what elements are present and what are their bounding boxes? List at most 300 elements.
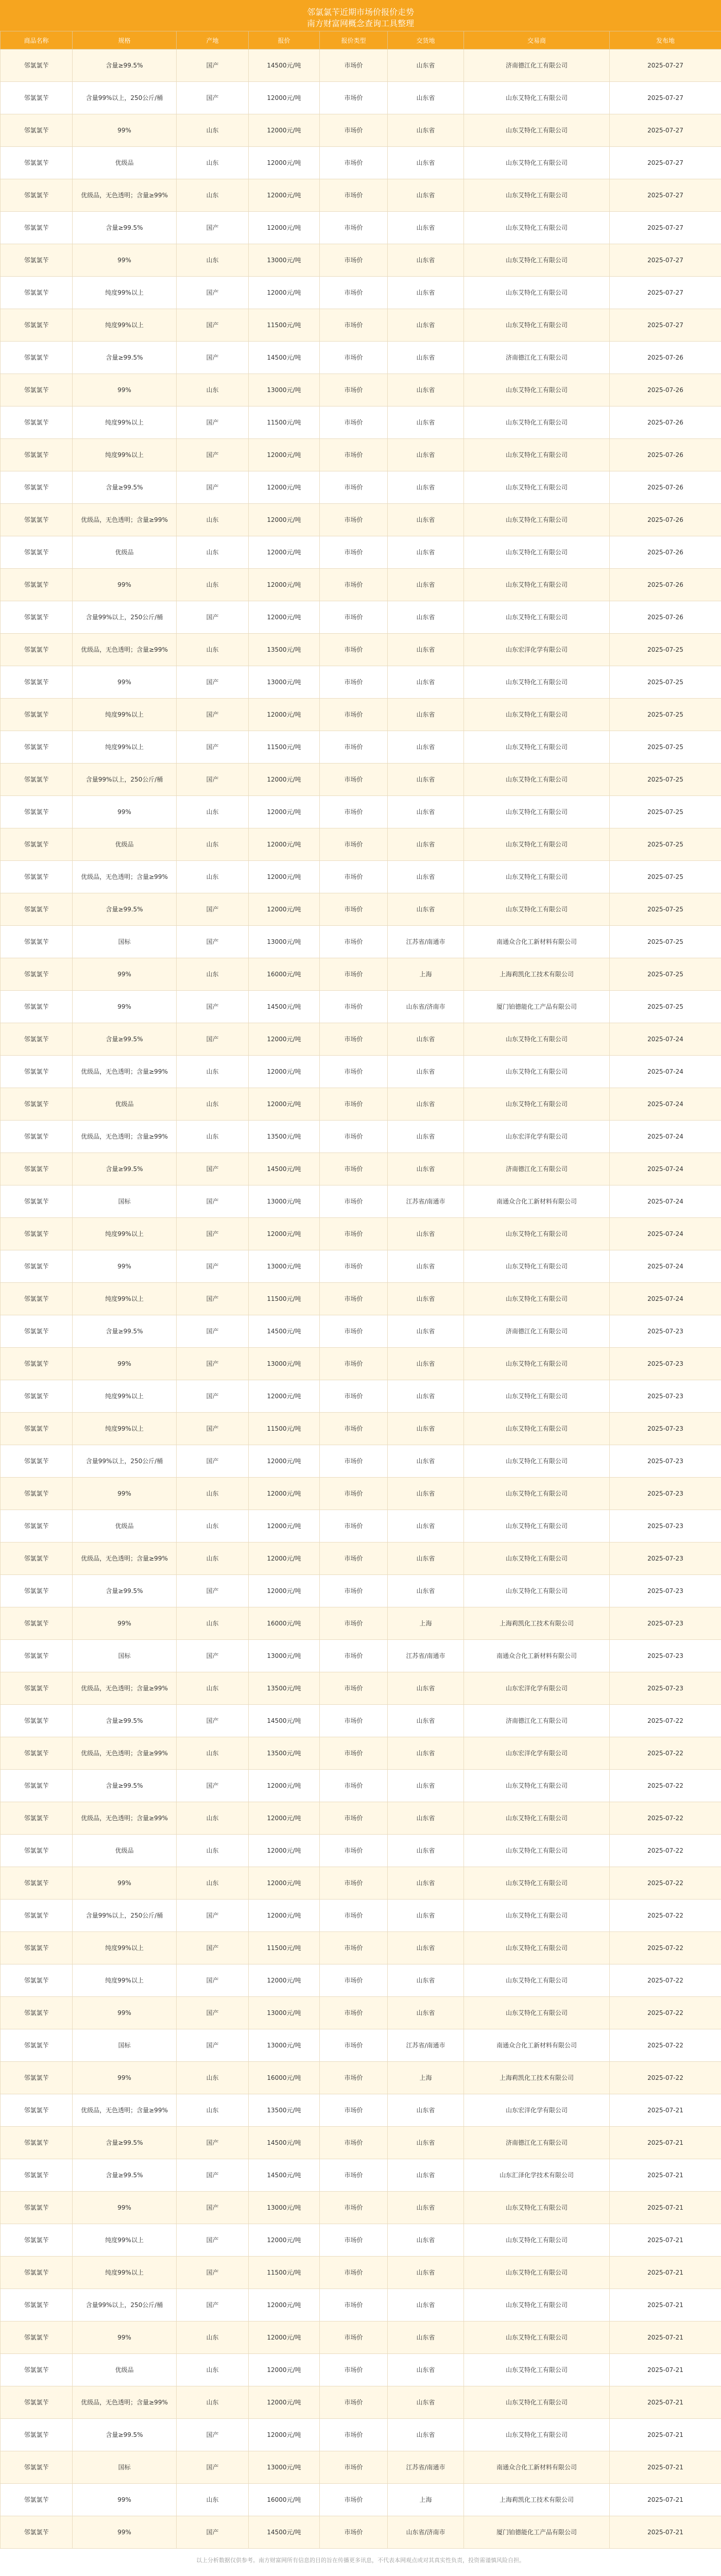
cell-spec: 含量99%以上，250公斤/桶 [73, 764, 177, 796]
table-row [1, 1867, 721, 1900]
cell-origin: 山东 [177, 1607, 249, 1640]
table-row [1, 1153, 721, 1185]
cell-trader: 山东宏洋化学有限公司 [464, 1737, 610, 1770]
cell-price: 16000元/吨 [249, 2484, 320, 2516]
cell-product: 邻氯氯苄 [1, 1250, 73, 1283]
cell-origin: 山东 [177, 1802, 249, 1835]
table-row [1, 1543, 721, 1575]
cell-spec: 99% [73, 2484, 177, 2516]
col-header: 发布地 [610, 31, 721, 49]
cell-price: 11500元/吨 [249, 406, 320, 439]
cell-price: 12000元/吨 [249, 2224, 320, 2257]
cell-price-type: 市场价 [320, 634, 388, 666]
cell-delivery: 山东省 [388, 699, 464, 731]
cell-origin: 国产 [177, 1445, 249, 1478]
cell-price-type: 市场价 [320, 1964, 388, 1997]
cell-date: 2025-07-25 [610, 893, 721, 926]
cell-origin: 国产 [177, 1705, 249, 1737]
cell-spec: 99% [73, 114, 177, 147]
cell-delivery: 山东省 [388, 1770, 464, 1802]
cell-delivery: 山东省 [388, 1348, 464, 1380]
cell-delivery: 山东省 [388, 114, 464, 147]
cell-trader: 山东艾特化工有限公司 [464, 1478, 610, 1510]
cell-trader: 上海莉凯化工技术有限公司 [464, 2484, 610, 2516]
cell-delivery: 山东省 [388, 536, 464, 569]
cell-spec: 99% [73, 569, 177, 601]
table-row [1, 406, 721, 439]
cell-date: 2025-07-24 [610, 1088, 721, 1121]
cell-spec: 纯度99%以上 [73, 699, 177, 731]
cell-trader: 济南德江化工有限公司 [464, 2127, 610, 2159]
cell-spec: 含量99%以上，250公斤/桶 [73, 1900, 177, 1932]
cell-date: 2025-07-23 [610, 1510, 721, 1543]
cell-price-type: 市场价 [320, 2354, 388, 2386]
cell-trader: 山东艾特化工有限公司 [464, 1445, 610, 1478]
cell-spec: 99% [73, 958, 177, 991]
cell-price: 13000元/吨 [249, 1348, 320, 1380]
cell-price-type: 市场价 [320, 1218, 388, 1250]
cell-delivery: 山东省 [388, 2094, 464, 2127]
cell-date: 2025-07-27 [610, 114, 721, 147]
col-header: 交易商 [464, 31, 610, 49]
table-row [1, 731, 721, 764]
cell-delivery: 山东省 [388, 1413, 464, 1445]
cell-date: 2025-07-22 [610, 1867, 721, 1900]
cell-trader: 山东艾特化工有限公司 [464, 731, 610, 764]
cell-price-type: 市场价 [320, 277, 388, 309]
cell-spec: 国标 [73, 926, 177, 958]
cell-price: 13500元/吨 [249, 634, 320, 666]
cell-product: 邻氯氯苄 [1, 764, 73, 796]
table-row [1, 569, 721, 601]
cell-product: 邻氯氯苄 [1, 2386, 73, 2419]
cell-price: 12000元/吨 [249, 1380, 320, 1413]
table-row [1, 1705, 721, 1737]
cell-origin: 山东 [177, 536, 249, 569]
cell-price: 13000元/吨 [249, 1250, 320, 1283]
cell-price-type: 市场价 [320, 1185, 388, 1218]
cell-product: 邻氯氯苄 [1, 1056, 73, 1088]
cell-price-type: 市场价 [320, 309, 388, 342]
cell-origin: 国产 [177, 2192, 249, 2224]
cell-origin: 国产 [177, 1413, 249, 1445]
col-header: 报价类型 [320, 31, 388, 49]
cell-product: 邻氯氯苄 [1, 1510, 73, 1543]
cell-price: 14500元/吨 [249, 342, 320, 374]
cell-trader: 山东艾特化工有限公司 [464, 114, 610, 147]
cell-price: 11500元/吨 [249, 2257, 320, 2289]
cell-spec: 优级品，无色透明；含量≥99% [73, 1737, 177, 1770]
col-header: 报价 [249, 31, 320, 49]
cell-product: 邻氯氯苄 [1, 2484, 73, 2516]
table-row [1, 1088, 721, 1121]
cell-origin: 山东 [177, 1121, 249, 1153]
cell-price: 12000元/吨 [249, 471, 320, 504]
cell-spec: 99% [73, 2192, 177, 2224]
cell-spec: 纯度99%以上 [73, 2224, 177, 2257]
cell-delivery: 山东省 [388, 1543, 464, 1575]
cell-delivery: 山东省 [388, 147, 464, 179]
cell-origin: 国产 [177, 406, 249, 439]
cell-origin: 山东 [177, 1543, 249, 1575]
cell-price-type: 市场价 [320, 1705, 388, 1737]
cell-date: 2025-07-21 [610, 2289, 721, 2321]
cell-product: 邻氯氯苄 [1, 2127, 73, 2159]
cell-price: 12000元/吨 [249, 699, 320, 731]
cell-product: 邻氯氯苄 [1, 2257, 73, 2289]
cell-delivery: 山东省 [388, 2127, 464, 2159]
cell-price-type: 市场价 [320, 699, 388, 731]
cell-origin: 国产 [177, 1153, 249, 1185]
cell-origin: 国产 [177, 926, 249, 958]
cell-date: 2025-07-27 [610, 82, 721, 114]
table-row [1, 1218, 721, 1250]
cell-origin: 国产 [177, 1964, 249, 1997]
cell-spec: 99% [73, 2062, 177, 2094]
cell-product: 邻氯氯苄 [1, 1900, 73, 1932]
cell-price: 12000元/吨 [249, 82, 320, 114]
cell-delivery: 山东省 [388, 1153, 464, 1185]
cell-product: 邻氯氯苄 [1, 1672, 73, 1705]
table-row [1, 764, 721, 796]
cell-price-type: 市场价 [320, 1478, 388, 1510]
cell-product: 邻氯氯苄 [1, 1023, 73, 1056]
cell-price: 14500元/吨 [249, 1705, 320, 1737]
cell-delivery: 上海 [388, 958, 464, 991]
cell-spec: 纯度99%以上 [73, 309, 177, 342]
cell-origin: 国产 [177, 2224, 249, 2257]
cell-trader: 山东艾特化工有限公司 [464, 406, 610, 439]
cell-origin: 山东 [177, 1510, 249, 1543]
cell-trader: 山东艾特化工有限公司 [464, 1867, 610, 1900]
cell-spec: 99% [73, 374, 177, 406]
cell-product: 邻氯氯苄 [1, 1964, 73, 1997]
cell-date: 2025-07-25 [610, 699, 721, 731]
cell-delivery: 山东省 [388, 569, 464, 601]
cell-product: 邻氯氯苄 [1, 796, 73, 828]
cell-date: 2025-07-27 [610, 277, 721, 309]
cell-product: 邻氯氯苄 [1, 893, 73, 926]
cell-price: 12000元/吨 [249, 828, 320, 861]
cell-date: 2025-07-23 [610, 1575, 721, 1607]
cell-price: 14500元/吨 [249, 2516, 320, 2549]
table-row [1, 1900, 721, 1932]
cell-delivery: 山东省 [388, 1056, 464, 1088]
table-row [1, 309, 721, 342]
cell-spec: 99% [73, 1997, 177, 2029]
cell-origin: 山东 [177, 2484, 249, 2516]
cell-price-type: 市场价 [320, 1900, 388, 1932]
cell-date: 2025-07-26 [610, 406, 721, 439]
cell-date: 2025-07-23 [610, 1478, 721, 1510]
cell-product: 邻氯氯苄 [1, 634, 73, 666]
cell-spec: 国标 [73, 2451, 177, 2484]
cell-price-type: 市场价 [320, 1543, 388, 1575]
cell-date: 2025-07-22 [610, 2062, 721, 2094]
cell-product: 邻氯氯苄 [1, 699, 73, 731]
cell-trader: 山东艾特化工有限公司 [464, 471, 610, 504]
cell-delivery: 山东省 [388, 666, 464, 699]
cell-origin: 山东 [177, 1672, 249, 1705]
cell-price-type: 市场价 [320, 1088, 388, 1121]
cell-date: 2025-07-21 [610, 2127, 721, 2159]
cell-price-type: 市场价 [320, 1445, 388, 1478]
cell-spec: 优级品，无色透明；含量≥99% [73, 1121, 177, 1153]
cell-origin: 国产 [177, 1250, 249, 1283]
cell-spec: 含量≥99.5% [73, 471, 177, 504]
cell-price-type: 市场价 [320, 666, 388, 699]
cell-product: 邻氯氯苄 [1, 1185, 73, 1218]
table-row [1, 2321, 721, 2354]
cell-date: 2025-07-24 [610, 1023, 721, 1056]
cell-price-type: 市场价 [320, 2484, 388, 2516]
cell-delivery: 山东省 [388, 1737, 464, 1770]
table-row [1, 1121, 721, 1153]
cell-date: 2025-07-21 [610, 2451, 721, 2484]
cell-price-type: 市场价 [320, 731, 388, 764]
cell-origin: 国产 [177, 1900, 249, 1932]
table-row [1, 2257, 721, 2289]
table-row [1, 1315, 721, 1348]
cell-price: 13000元/吨 [249, 1185, 320, 1218]
cell-origin: 山东 [177, 244, 249, 277]
cell-product: 邻氯氯苄 [1, 179, 73, 212]
cell-origin: 国产 [177, 1283, 249, 1315]
table-row [1, 1672, 721, 1705]
cell-trader: 济南德江化工有限公司 [464, 342, 610, 374]
cell-trader: 山东艾特化工有限公司 [464, 569, 610, 601]
table-row [1, 699, 721, 731]
cell-origin: 山东 [177, 1867, 249, 1900]
cell-date: 2025-07-24 [610, 1153, 721, 1185]
cell-trader: 南通众合化工新材料有限公司 [464, 1185, 610, 1218]
cell-delivery: 山东省 [388, 1088, 464, 1121]
cell-date: 2025-07-23 [610, 1543, 721, 1575]
cell-delivery: 山东省/济南市 [388, 991, 464, 1023]
cell-trader: 山东艾特化工有限公司 [464, 1900, 610, 1932]
cell-price: 13000元/吨 [249, 244, 320, 277]
cell-price: 12000元/吨 [249, 147, 320, 179]
cell-trader: 山东艾特化工有限公司 [464, 1575, 610, 1607]
cell-spec: 99% [73, 2516, 177, 2549]
cell-price-type: 市场价 [320, 2094, 388, 2127]
cell-spec: 含量≥99.5% [73, 212, 177, 244]
cell-price-type: 市场价 [320, 601, 388, 634]
table-row [1, 374, 721, 406]
cell-product: 邻氯氯苄 [1, 244, 73, 277]
cell-trader: 山东艾特化工有限公司 [464, 1413, 610, 1445]
page-header [0, 0, 721, 31]
cell-price: 12000元/吨 [249, 1575, 320, 1607]
cell-price: 13000元/吨 [249, 1640, 320, 1672]
cell-delivery: 山东省 [388, 1802, 464, 1835]
cell-spec: 纯度99%以上 [73, 1380, 177, 1413]
cell-product: 邻氯氯苄 [1, 2516, 73, 2549]
cell-origin: 山东 [177, 374, 249, 406]
cell-trader: 山东艾特化工有限公司 [464, 1964, 610, 1997]
cell-delivery: 江苏省/南通市 [388, 1185, 464, 1218]
cell-product: 邻氯氯苄 [1, 406, 73, 439]
cell-price-type: 市场价 [320, 1056, 388, 1088]
table-row [1, 958, 721, 991]
cell-delivery: 山东省 [388, 1964, 464, 1997]
cell-origin: 山东 [177, 2062, 249, 2094]
cell-origin: 国产 [177, 2516, 249, 2549]
cell-price: 11500元/吨 [249, 731, 320, 764]
cell-origin: 国产 [177, 1575, 249, 1607]
cell-origin: 国产 [177, 1997, 249, 2029]
cell-spec: 优级品，无色透明；含量≥99% [73, 1802, 177, 1835]
cell-spec: 99% [73, 1478, 177, 1510]
cell-delivery: 山东省 [388, 601, 464, 634]
cell-delivery: 上海 [388, 2484, 464, 2516]
cell-trader: 山东艾特化工有限公司 [464, 277, 610, 309]
cell-delivery: 山东省 [388, 2257, 464, 2289]
cell-trader: 山东艾特化工有限公司 [464, 699, 610, 731]
cell-price-type: 市场价 [320, 893, 388, 926]
cell-delivery: 山东省 [388, 1835, 464, 1867]
cell-product: 邻氯氯苄 [1, 1997, 73, 2029]
table-row [1, 2386, 721, 2419]
cell-date: 2025-07-23 [610, 1413, 721, 1445]
table-row [1, 861, 721, 893]
cell-product: 邻氯氯苄 [1, 374, 73, 406]
cell-product: 邻氯氯苄 [1, 1088, 73, 1121]
cell-trader: 山东艾特化工有限公司 [464, 1835, 610, 1867]
cell-trader: 山东艾特化工有限公司 [464, 1510, 610, 1543]
table-row [1, 471, 721, 504]
cell-delivery: 山东省 [388, 828, 464, 861]
cell-trader: 山东艾特化工有限公司 [464, 536, 610, 569]
cell-date: 2025-07-23 [610, 1672, 721, 1705]
footer-note: 以上分析数据仅供参考。南方财富网所有信息的目的旨在传播更多讯息，不代表本网观点或对其真实性负责，投资需谨慎风险自担。 [196, 2557, 525, 2564]
cell-origin: 山东 [177, 634, 249, 666]
cell-product: 邻氯氯苄 [1, 1607, 73, 1640]
price-table [0, 31, 721, 2549]
cell-trader: 山东艾特化工有限公司 [464, 1283, 610, 1315]
cell-price: 13000元/吨 [249, 2192, 320, 2224]
cell-trader: 山东艾特化工有限公司 [464, 1770, 610, 1802]
cell-origin: 山东 [177, 828, 249, 861]
table-row [1, 2192, 721, 2224]
cell-product: 邻氯氯苄 [1, 471, 73, 504]
cell-trader: 山东艾特化工有限公司 [464, 1348, 610, 1380]
table-row [1, 2419, 721, 2451]
cell-price: 11500元/吨 [249, 1413, 320, 1445]
cell-spec: 纯度99%以上 [73, 406, 177, 439]
col-header: 商品名称 [1, 31, 73, 49]
col-header: 规格 [73, 31, 177, 49]
table-row [1, 893, 721, 926]
cell-product: 邻氯氯苄 [1, 1575, 73, 1607]
cell-trader: 山东艾特化工有限公司 [464, 2419, 610, 2451]
cell-origin: 国产 [177, 439, 249, 471]
cell-product: 邻氯氯苄 [1, 1640, 73, 1672]
cell-product: 邻氯氯苄 [1, 1380, 73, 1413]
cell-product: 邻氯氯苄 [1, 601, 73, 634]
table-row [1, 2062, 721, 2094]
cell-product: 邻氯氯苄 [1, 49, 73, 82]
table-row [1, 1770, 721, 1802]
cell-price-type: 市场价 [320, 2321, 388, 2354]
cell-trader: 上海莉凯化工技术有限公司 [464, 958, 610, 991]
cell-trader: 南通众合化工新材料有限公司 [464, 2451, 610, 2484]
cell-origin: 山东 [177, 2386, 249, 2419]
col-header: 产地 [177, 31, 249, 49]
cell-price-type: 市场价 [320, 471, 388, 504]
cell-date: 2025-07-27 [610, 179, 721, 212]
cell-date: 2025-07-25 [610, 764, 721, 796]
cell-product: 邻氯氯苄 [1, 147, 73, 179]
cell-origin: 国产 [177, 212, 249, 244]
cell-trader: 山东宏洋化学有限公司 [464, 634, 610, 666]
cell-trader: 山东艾特化工有限公司 [464, 2354, 610, 2386]
table-row [1, 2451, 721, 2484]
cell-date: 2025-07-21 [610, 2484, 721, 2516]
cell-product: 邻氯氯苄 [1, 926, 73, 958]
table-row [1, 2484, 721, 2516]
cell-price: 14500元/吨 [249, 2159, 320, 2192]
cell-price-type: 市场价 [320, 1023, 388, 1056]
cell-origin: 国产 [177, 2159, 249, 2192]
cell-spec: 含量≥99.5% [73, 1705, 177, 1737]
cell-trader: 南通众合化工新材料有限公司 [464, 2029, 610, 2062]
cell-date: 2025-07-22 [610, 1705, 721, 1737]
cell-delivery: 江苏省/南通市 [388, 2029, 464, 2062]
cell-price: 14500元/吨 [249, 991, 320, 1023]
cell-price: 12000元/吨 [249, 1802, 320, 1835]
cell-trader: 山东艾特化工有限公司 [464, 374, 610, 406]
table-row [1, 277, 721, 309]
cell-price-type: 市场价 [320, 1250, 388, 1283]
cell-price-type: 市场价 [320, 1737, 388, 1770]
cell-date: 2025-07-24 [610, 1283, 721, 1315]
cell-price: 12000元/吨 [249, 1023, 320, 1056]
cell-price: 12000元/吨 [249, 1218, 320, 1250]
cell-date: 2025-07-25 [610, 731, 721, 764]
cell-spec: 优级品，无色透明；含量≥99% [73, 2094, 177, 2127]
cell-delivery: 山东省/济南市 [388, 2516, 464, 2549]
cell-date: 2025-07-26 [610, 536, 721, 569]
cell-delivery: 山东省 [388, 179, 464, 212]
cell-trader: 山东艾特化工有限公司 [464, 2192, 610, 2224]
cell-spec: 纯度99%以上 [73, 439, 177, 471]
cell-trader: 南通众合化工新材料有限公司 [464, 926, 610, 958]
cell-product: 邻氯氯苄 [1, 1867, 73, 1900]
table-row [1, 1380, 721, 1413]
cell-delivery: 山东省 [388, 764, 464, 796]
cell-delivery: 山东省 [388, 1900, 464, 1932]
cell-spec: 99% [73, 244, 177, 277]
cell-product: 邻氯氯苄 [1, 2192, 73, 2224]
cell-trader: 山东艾特化工有限公司 [464, 147, 610, 179]
cell-spec: 99% [73, 2321, 177, 2354]
cell-origin: 国产 [177, 1218, 249, 1250]
cell-price: 12000元/吨 [249, 1543, 320, 1575]
cell-price: 12000元/吨 [249, 179, 320, 212]
cell-spec: 含量99%以上，250公斤/桶 [73, 2289, 177, 2321]
cell-price: 14500元/吨 [249, 2127, 320, 2159]
table-row [1, 212, 721, 244]
cell-date: 2025-07-23 [610, 1315, 721, 1348]
cell-price-type: 市场价 [320, 406, 388, 439]
cell-delivery: 山东省 [388, 1997, 464, 2029]
table-row [1, 796, 721, 828]
cell-delivery: 上海 [388, 2062, 464, 2094]
cell-origin: 山东 [177, 569, 249, 601]
cell-origin: 山东 [177, 958, 249, 991]
cell-product: 邻氯氯苄 [1, 504, 73, 536]
